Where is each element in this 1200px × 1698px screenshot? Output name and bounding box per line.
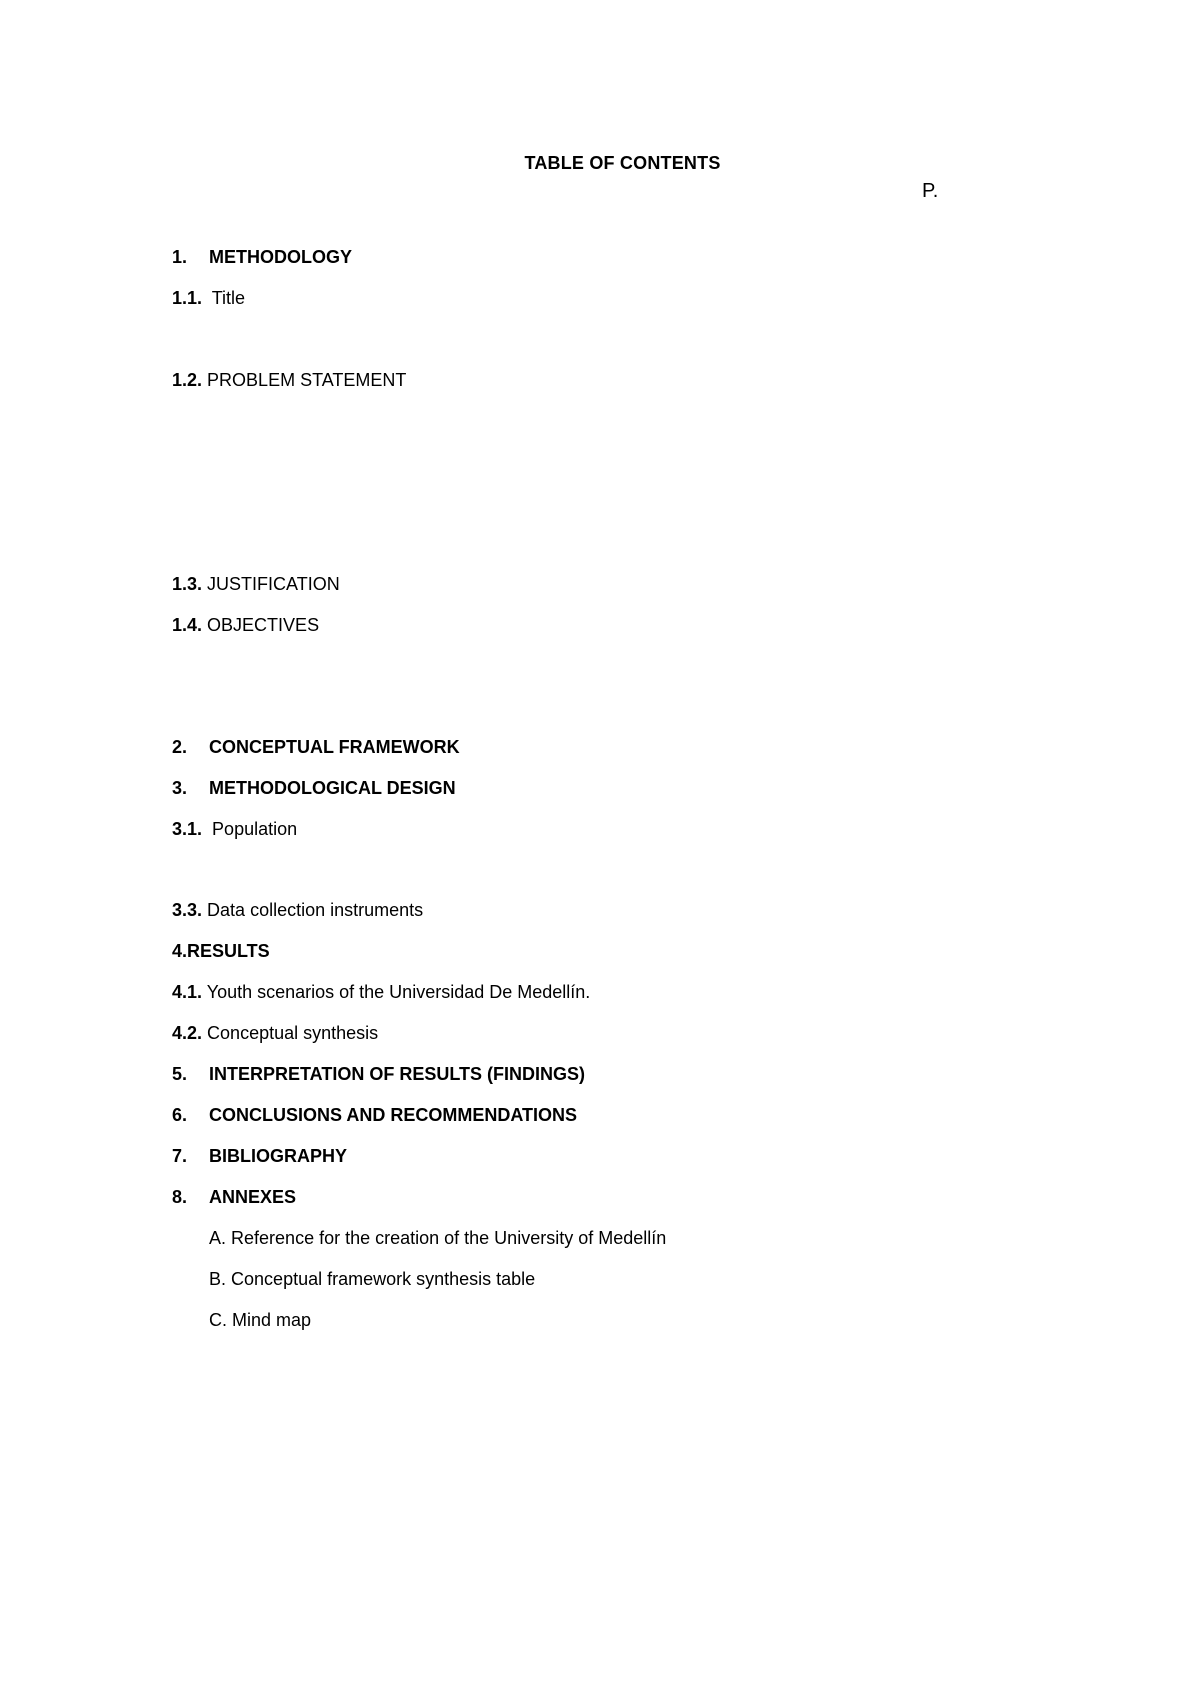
toc-entry-number: 5. [172, 1064, 188, 1084]
toc-entry-number: 4.2. [172, 1023, 203, 1043]
toc-entry-text: CONCLUSIONS AND RECOMMENDATIONS [209, 1105, 577, 1125]
toc-entry-text: Reference for the creation of the University of Medellín [231, 1228, 667, 1248]
toc-entry-number: 1.3. [172, 574, 203, 594]
toc-entry-text: BIBLIOGRAPHY [209, 1146, 348, 1166]
toc-entry-annex-a[interactable] [209, 1227, 666, 1249]
toc-entry-number: 4. [172, 941, 188, 961]
toc-entry-number: 6. [172, 1105, 188, 1125]
toc-entry-text: OBJECTIVES [207, 615, 320, 635]
toc-entry-text: Title [211, 288, 246, 308]
toc-entry-text: Conceptual framework synthesis table [231, 1269, 536, 1289]
toc-entry-number: 2. [172, 737, 188, 757]
toc-entry-methodology[interactable] [172, 246, 352, 268]
toc-entry-text: RESULTS [187, 941, 270, 961]
toc-entry-number: C. [209, 1310, 227, 1330]
toc-entry-annexes[interactable] [172, 1186, 296, 1208]
toc-entry-text: Data collection instruments [207, 900, 424, 920]
toc-entry-text: METHODOLOGY [209, 247, 352, 267]
toc-entry-number: 3.1. [172, 819, 203, 839]
toc-entry-text: ANNEXES [209, 1187, 297, 1207]
toc-entry-text: Mind map [232, 1310, 312, 1330]
toc-entry-number: B. [209, 1269, 227, 1289]
toc-entry-number: 1.4. [172, 615, 203, 635]
toc-entry-text: CONCEPTUAL FRAMEWORK [209, 737, 460, 757]
toc-entry-annex-b[interactable] [209, 1268, 535, 1290]
toc-entry-conceptual-synthesis[interactable] [172, 1022, 378, 1044]
toc-title: TABLE OF CONTENTS [524, 153, 721, 173]
toc-entry-text: INTERPRETATION OF RESULTS (FINDINGS) [209, 1064, 585, 1084]
toc-entry-problem-statement[interactable] [172, 369, 406, 391]
toc-entry-number: 1.1. [172, 288, 203, 308]
toc-entry-text: Youth scenarios of the Universidad De Medellín. [206, 982, 591, 1002]
toc-entry-number: 7. [172, 1146, 188, 1166]
toc-entry-text: PROBLEM STATEMENT [207, 370, 407, 390]
toc-entry-text: Population [212, 819, 298, 839]
toc-entry-justification[interactable] [172, 573, 340, 595]
toc-entry-objectives[interactable] [172, 614, 319, 636]
toc-entry-annex-c[interactable] [209, 1309, 311, 1331]
toc-entry-number: 1. [172, 247, 188, 267]
toc-entry-title[interactable] [172, 287, 245, 309]
toc-entry-results[interactable] [172, 940, 270, 962]
toc-entry-text: METHODOLOGICAL DESIGN [209, 778, 456, 798]
toc-entry-interpretation[interactable] [172, 1063, 585, 1085]
toc-entry-conceptual-framework[interactable] [172, 736, 460, 758]
toc-entry-conclusions[interactable] [172, 1104, 577, 1126]
toc-entry-text: Conceptual synthesis [207, 1023, 379, 1043]
toc-entry-number: 3.3. [172, 900, 203, 920]
toc-entry-methodological-design[interactable] [172, 777, 456, 799]
toc-entry-bibliography[interactable] [172, 1145, 347, 1167]
toc-entry-number: 4.1. [172, 982, 203, 1002]
page-column-label: P. [922, 180, 939, 202]
toc-entry-number: A. [209, 1228, 227, 1248]
toc-entry-number: 3. [172, 778, 188, 798]
toc-entry-youth-scenarios[interactable] [172, 981, 590, 1003]
toc-entry-number: 8. [172, 1187, 188, 1207]
toc-entry-number: 1.2. [172, 370, 203, 390]
toc-entry-text: JUSTIFICATION [207, 574, 340, 594]
toc-entry-data-collection[interactable] [172, 899, 423, 921]
toc-entry-population[interactable] [172, 818, 297, 840]
